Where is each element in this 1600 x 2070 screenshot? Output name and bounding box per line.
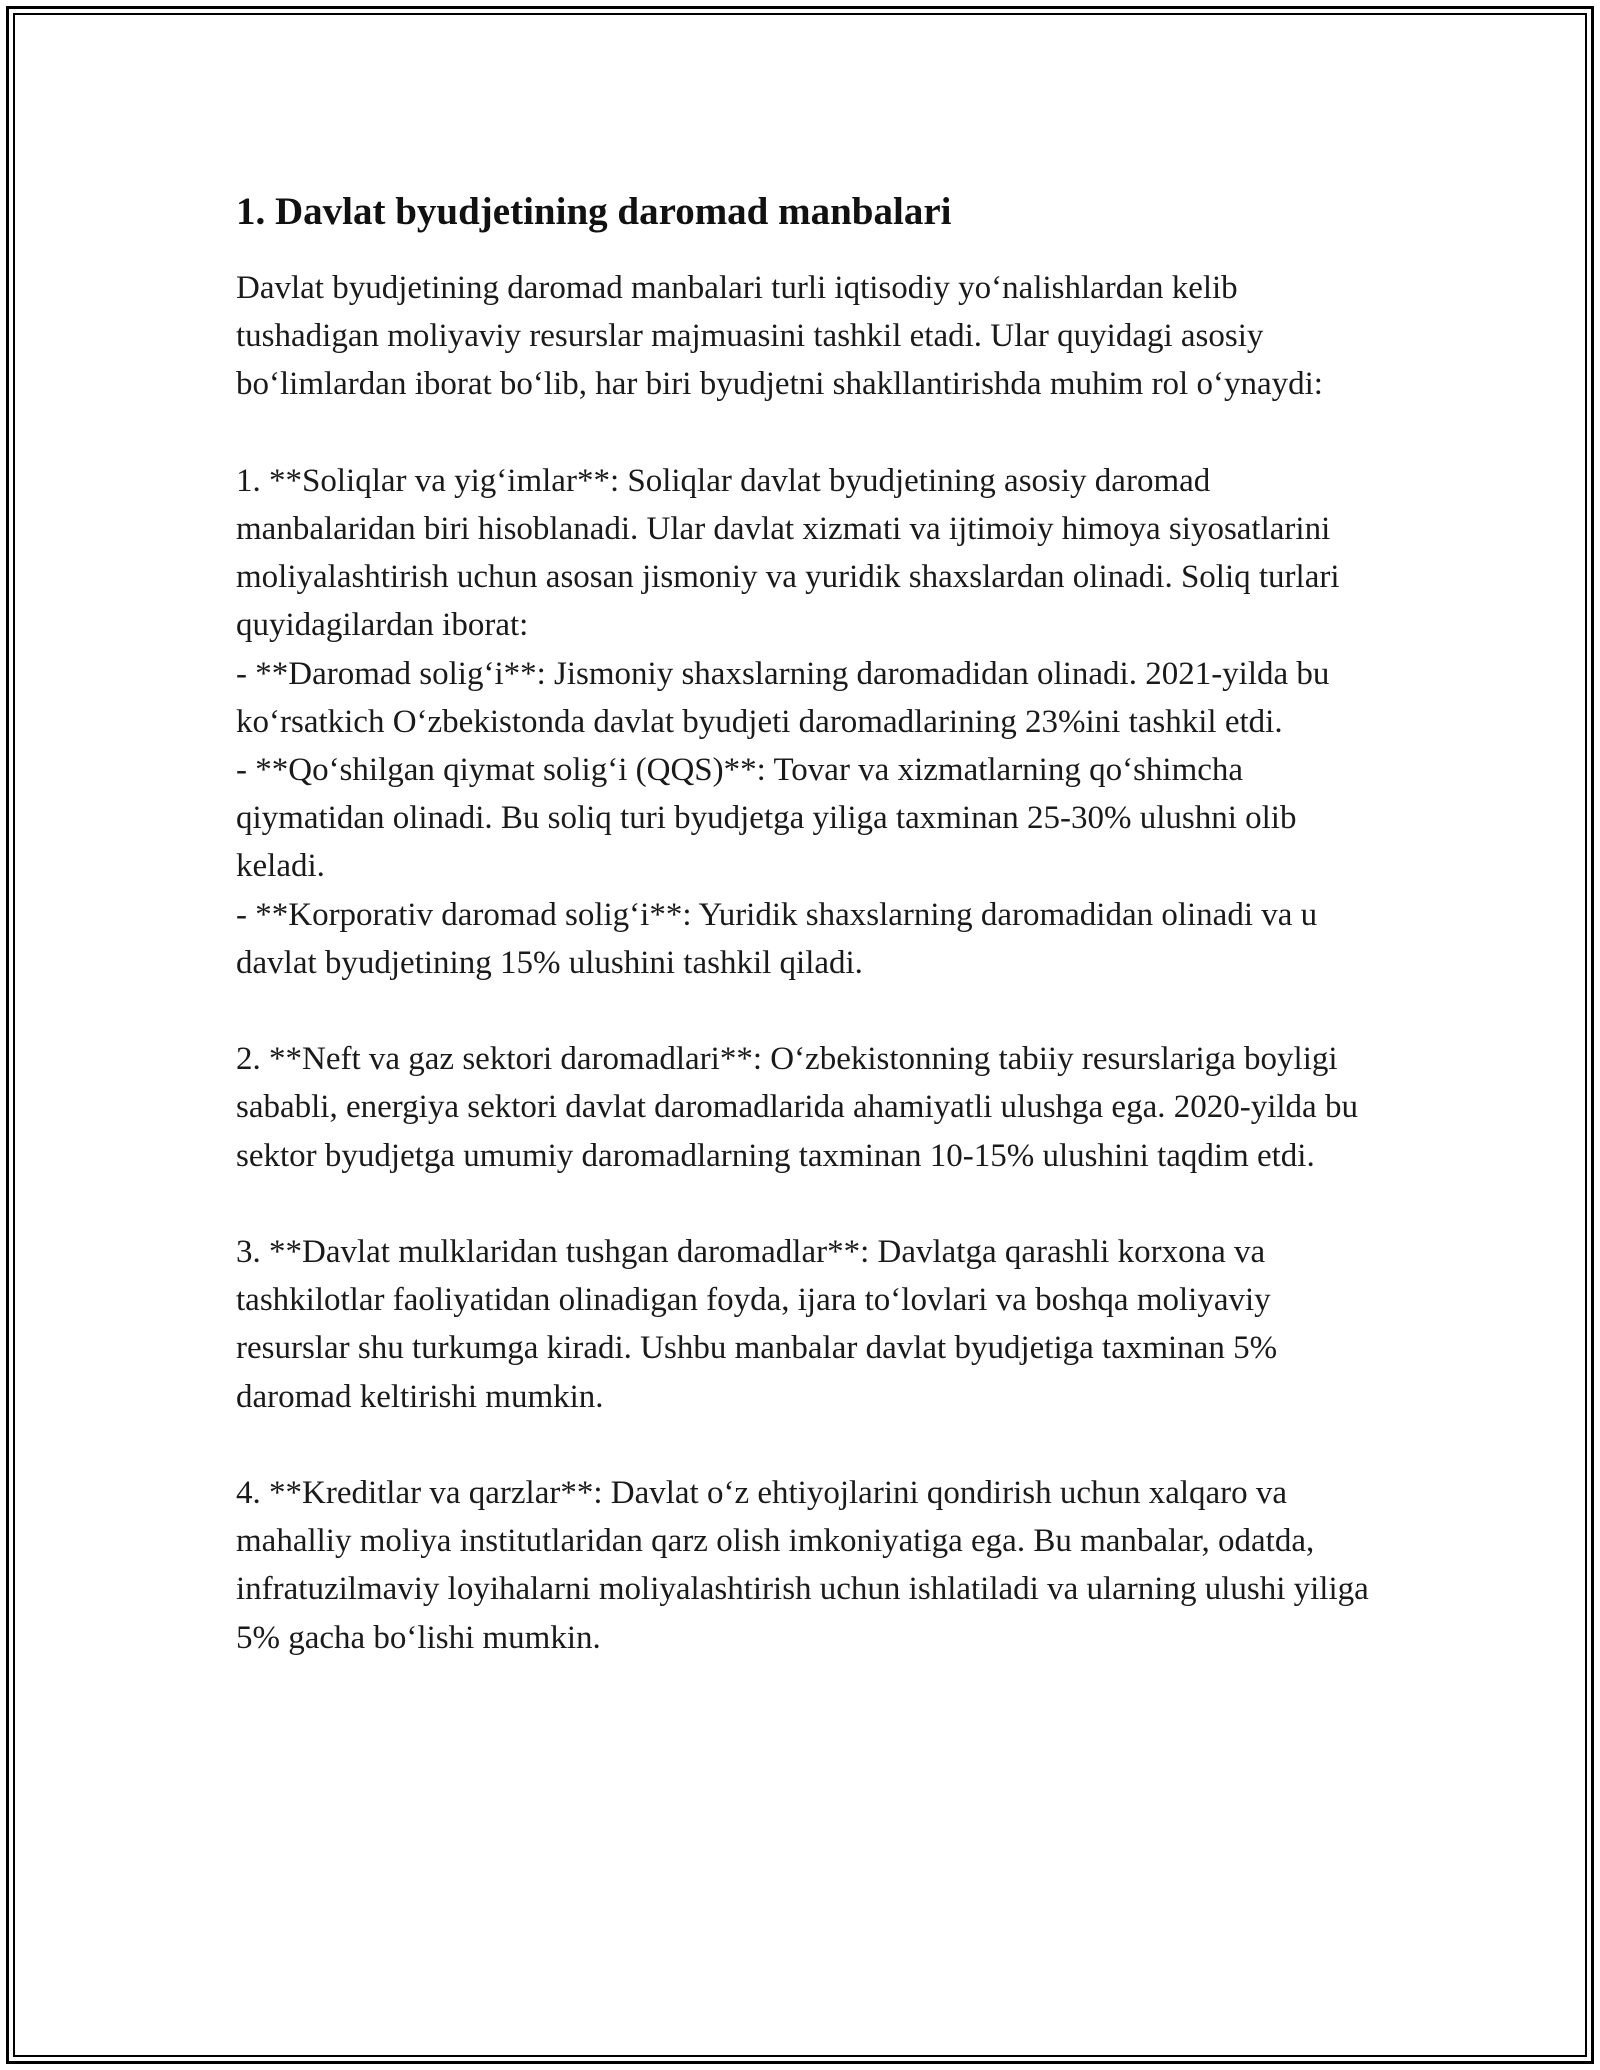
sub-item-vat: - **Qo‘shilgan qiymat solig‘i (QQS)**: Tovar va xizmatlarning qo‘shimcha qiymatidan olinadi. Bu soliq turi byudjetga yiliga taxminan 25-30% ulushni olib keladi. <box>236 752 1297 885</box>
document-body <box>236 182 1386 1662</box>
list-item-state-property: 3. **Davlat mulklaridan tushgan daromadlar**: Davlatga qarashli korxona va tashkilotlar faoliyatidan olinadigan foyda, ijara to‘lovlari va boshqa moliyaviy resurslar shu turkumga kiradi. Ushbu manbalar davlat byudjetiga taxminan 5% daromad keltirishi mumkin. <box>236 1234 1278 1415</box>
paragraph-gap <box>236 409 1386 457</box>
paragraph-gap <box>236 1421 1386 1469</box>
intro-paragraph: Davlat byudjetining daromad manbalari turli iqtisodiy yo‘nalishlardan kelib tushadigan moliyaviy resurslar majmuasini tashkil etadi. Ular quyidagi asosiy bo‘limlardan iborat bo‘lib, har biri byudjetni shakllantirishda muhim rol o‘ynaydi: <box>236 270 1323 403</box>
sub-item-income-tax: - **Daromad solig‘i**: Jismoniy shaxslarning daromadidan olinadi. 2021-yilda bu ko‘rsatkich O‘zbekistonda davlat byudjeti daromadlarining 23%ini tashkil etdi. <box>236 655 1330 740</box>
list-item-oil-gas: 2. **Neft va gaz sektori daromadlari**: O‘zbekistonning tabiiy resurslariga boyligi sababli, energiya sektori davlat daromadlarida ahamiyatli ulushga ega. 2020-yilda bu sektor byudjetga umumiy daromadlarning taxminan 10-15% ulushini taqdim etdi. <box>236 1041 1358 1174</box>
paragraph-gap <box>236 987 1386 1035</box>
sub-item-corporate-tax: - **Korporativ daromad solig‘i**: Yuridik shaxslarning daromadidan olinadi va u davlat byudjetining 15% ulushini tashkil qiladi. <box>236 896 1318 981</box>
paragraph-gap <box>236 1180 1386 1228</box>
list-item-loans: 4. **Kreditlar va qarzlar**: Davlat o‘z ehtiyojlarini qondirish uchun xalqaro va mahalliy moliya institutlaridan qarz olish imkoniyatiga ega. Bu manbalar, odatda, infratuzilmaviy loyihalarni moliyalashtirish uchun ishlatiladi va ularning ulushi yiliga 5% gacha bo‘lishi mumkin. <box>236 1475 1369 1656</box>
section-title: 1. Davlat byudjetining daromad manbalari <box>236 190 952 233</box>
list-item-taxes: 1. **Soliqlar va yig‘imlar**: Soliqlar davlat byudjetining asosiy daromad manbalaridan biri hisoblanadi. Ular davlat xizmati va ijtimoiy himoya siyosatlarini moliyalashtirish uchun asosan jismoniy va yuridik shaxslardan olinadi. Soliq turlari quyidagilardan iborat: <box>236 462 1340 644</box>
